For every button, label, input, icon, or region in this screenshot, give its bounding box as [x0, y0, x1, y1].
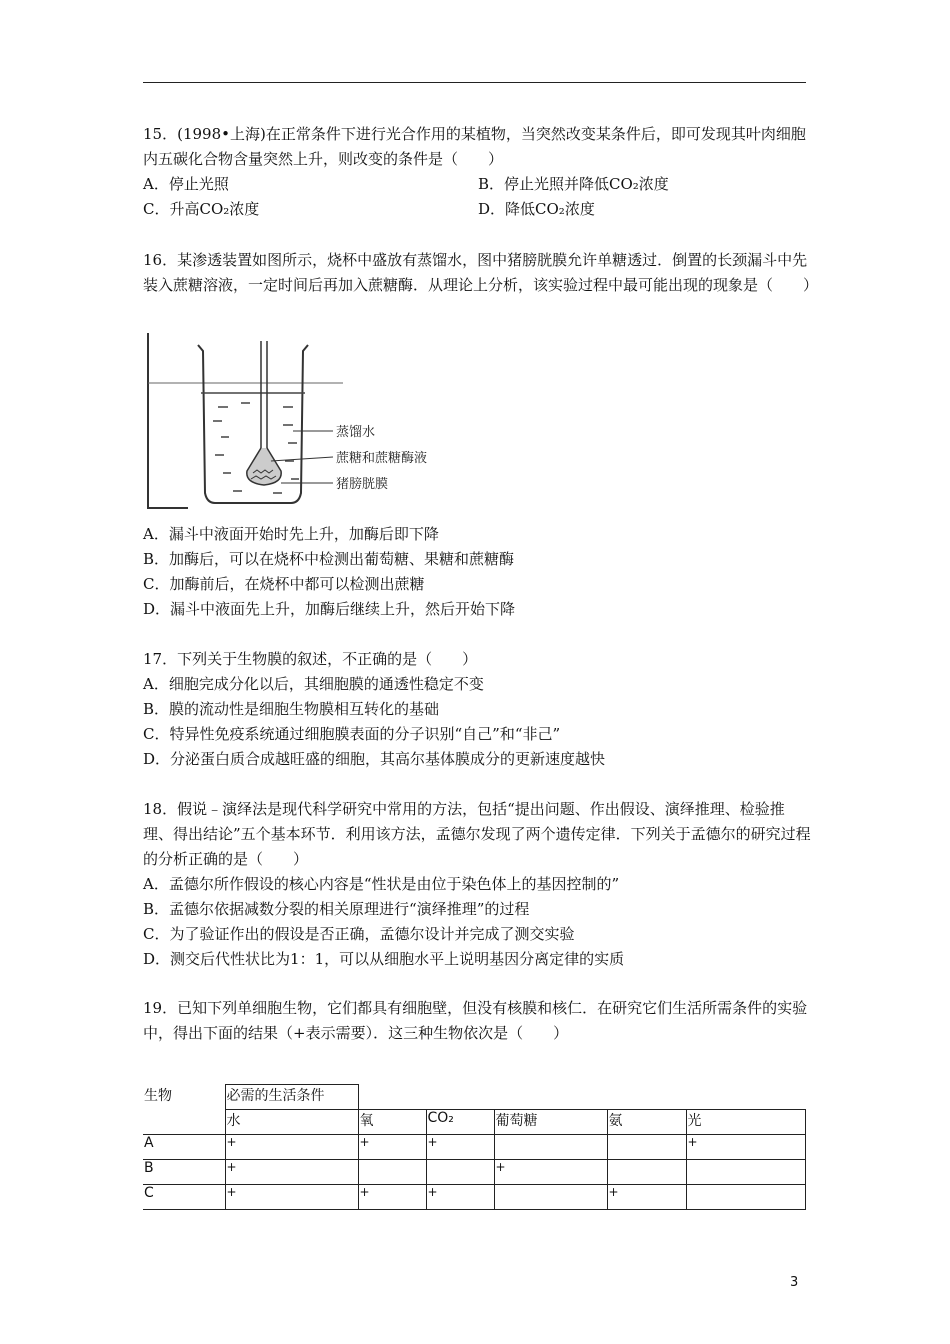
question-18-stem: 18．假说﹣演绎法是现代科学研究中常用的方法，包括“提出问题、作出假设、演绎推理、检验推理、得出结论”五个基本环节．利用该方法，孟德尔发现了两个遗传定律．下列关于孟德尔的研究过程的分析正确的是（ ） [143, 800, 811, 868]
q17-option-d: D．分泌蛋白质合成越旺盛的细胞，其高尔基体膜成分的更新速度越快 [143, 750, 606, 768]
question-15 [143, 122, 813, 222]
q17-option-c: C．特异性免疫系统通过细胞膜表面的分子识别“自己”和“非己” [143, 725, 561, 743]
q18-option-d: D．测交后代性状比为1：1，可以从细胞水平上说明基因分离定律的实质 [143, 950, 625, 968]
table-cell [426, 1160, 494, 1185]
table-cell: + [225, 1135, 358, 1160]
table-body [143, 1135, 806, 1210]
table-cell: + [426, 1135, 494, 1160]
osmosis-apparatus-figure [143, 333, 473, 518]
table-cell: + [358, 1135, 426, 1160]
table-cell [607, 1160, 686, 1185]
question-16-options [143, 522, 813, 622]
q18-option-b: B．孟德尔依据减数分裂的相关原理进行“演绎推理”的过程 [143, 900, 530, 918]
question-17 [143, 647, 813, 772]
table-cell [607, 1135, 686, 1160]
label-distilled-water: 蒸馏水 [336, 425, 376, 440]
q16-option-a: A．漏斗中液面开始时先上升，加酶后即下降 [143, 525, 439, 543]
question-17-stem: 17．下列关于生物膜的叙述，不正确的是（ ） [143, 650, 478, 668]
table-cell: + [686, 1135, 806, 1160]
requirements-table [143, 1084, 806, 1210]
table-row-label: C [143, 1185, 225, 1210]
table-cell: + [494, 1160, 607, 1185]
question-15-stem: 15．(1998•上海)在正常条件下进行光合作用的某植物，当突然改变某条件后，即可发现其叶肉细胞内五碳化合物含量突然上升，则改变的条件是（ ） [143, 125, 806, 168]
table-column-header: 光 [686, 1110, 806, 1135]
question-18 [143, 797, 813, 972]
table-cell [494, 1135, 607, 1160]
question-19 [143, 996, 813, 1046]
table-row [143, 1185, 806, 1210]
table-column-header: 氨 [607, 1110, 686, 1135]
table-cell: + [607, 1185, 686, 1210]
question-16-stem: 16．某渗透装置如图所示，烧杯中盛放有蒸馏水，图中猪膀胱膜允许单糖透过．倒置的长颈漏斗中先装入蔗糖溶液，一定时间后再加入蔗糖酶．从理论上分析，该实验过程中最可能出现的现象是（ ） [143, 251, 819, 294]
table-row [143, 1160, 806, 1185]
q17-option-a: A．细胞完成分化以后，其细胞膜的通透性稳定不变 [143, 675, 484, 693]
table-cell [686, 1185, 806, 1210]
question-19-stem: 19．已知下列单细胞生物，它们都具有细胞壁，但没有核膜和核仁．在研究它们生活所需条件的实验中，得出下面的结果（+表示需要）．这三种生物依次是（ ） [143, 999, 808, 1042]
table-header-conditions: 必需的生活条件 [225, 1085, 358, 1110]
q18-option-c: C．为了验证作出的假设是否正确，孟德尔设计并完成了测交实验 [143, 925, 575, 943]
table-cell: + [225, 1160, 358, 1185]
table-column-header: CO₂ [426, 1110, 494, 1135]
table-column-header: 水 [225, 1110, 358, 1135]
question-16 [143, 248, 819, 298]
table-header-organism: 生物 [143, 1085, 225, 1110]
q15-option-d: D．降低CO₂浓度 [478, 200, 595, 218]
table-cell [358, 1160, 426, 1185]
table-row [143, 1135, 806, 1160]
q16-option-d: D．漏斗中液面先上升，加酶后继续上升，然后开始下降 [143, 600, 516, 618]
q16-option-b: B．加酶后，可以在烧杯中检测出葡萄糖、果糖和蔗糖酶 [143, 550, 515, 568]
q16-option-c: C．加酶前后，在烧杯中都可以检测出蔗糖 [143, 575, 425, 593]
table-column-header-row [143, 1110, 806, 1135]
table-column-header: 葡萄糖 [494, 1110, 607, 1135]
q17-option-b: B．膜的流动性是细胞生物膜相互转化的基础 [143, 700, 440, 718]
table-cell: + [225, 1185, 358, 1210]
table-cell: + [358, 1185, 426, 1210]
table-column-header: 氧 [358, 1110, 426, 1135]
table-row-label: B [143, 1160, 225, 1185]
q15-option-a: A．停止光照 [143, 175, 229, 193]
q15-option-b: B．停止光照并降低CO₂浓度 [478, 175, 669, 193]
table-cell [686, 1160, 806, 1185]
table-cell [494, 1185, 607, 1210]
header-rule [143, 82, 806, 83]
label-pig-bladder-membrane: 猪膀胱膜 [336, 477, 389, 492]
table-row-label: A [143, 1135, 225, 1160]
page-number: 3 [790, 1275, 799, 1290]
q18-option-a: A．孟德尔所作假设的核心内容是“性状是由位于染色体上的基因控制的” [143, 875, 620, 893]
q15-option-c: C．升高CO₂浓度 [143, 200, 260, 218]
table-cell: + [426, 1185, 494, 1210]
label-sucrose-enzyme-solution: 蔗糖和蔗糖酶液 [336, 451, 428, 466]
